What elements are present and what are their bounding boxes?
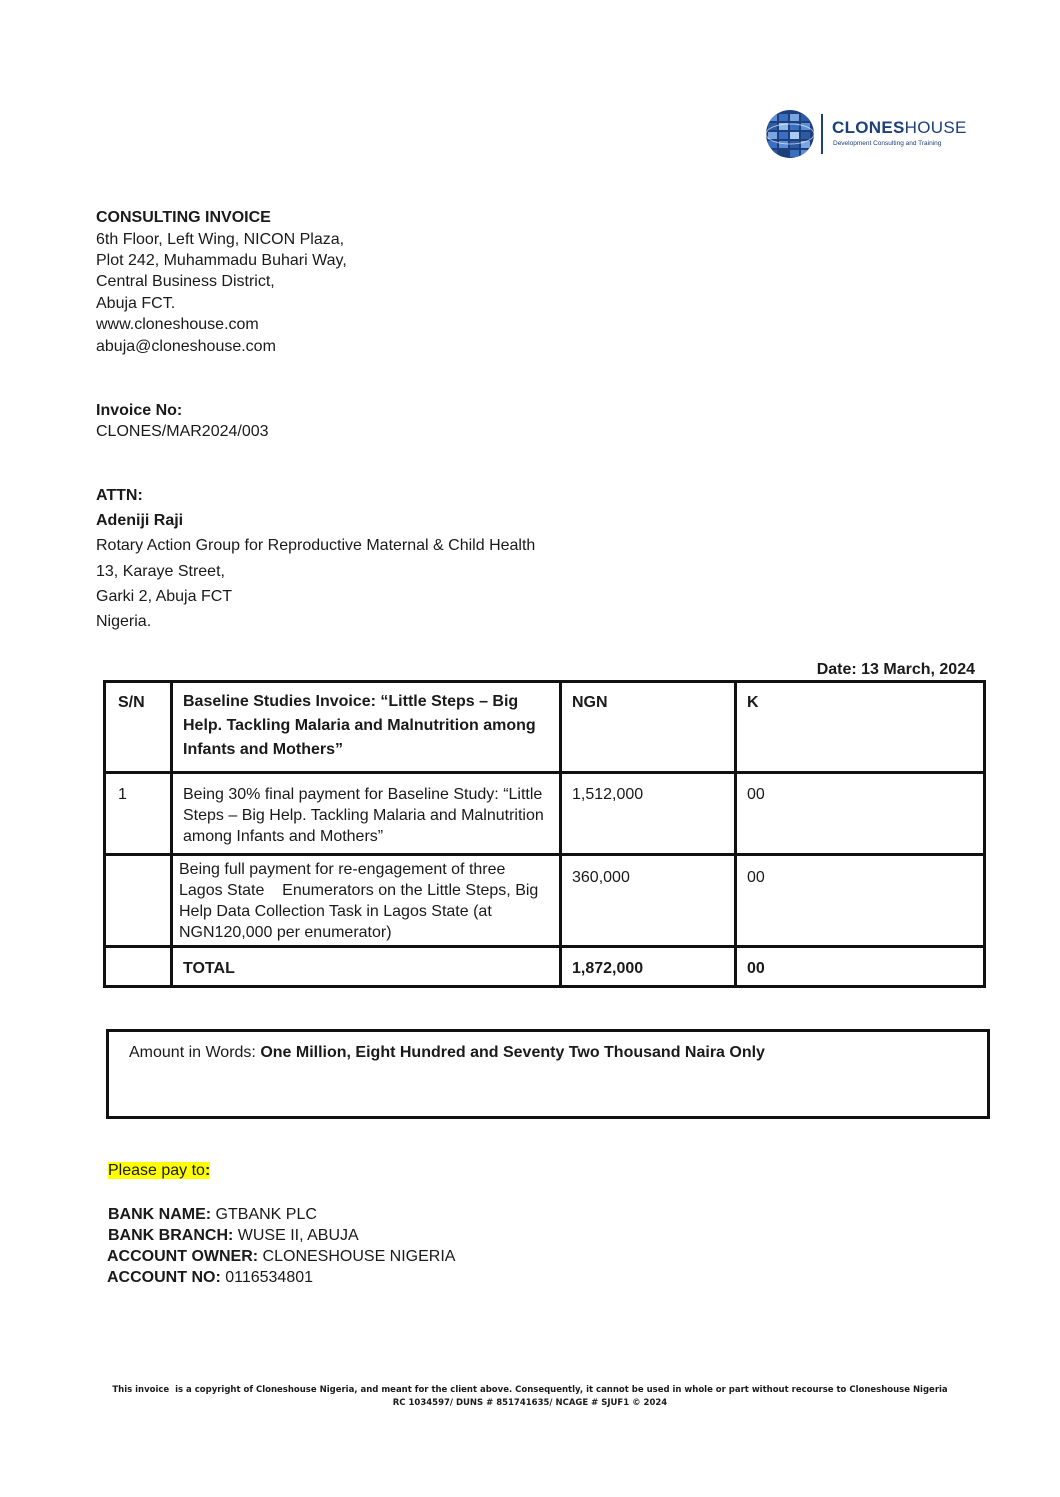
logo-divider (821, 114, 823, 154)
row-1-description: Being 30% final payment for Baseline Study: “Little Steps – Big Help. Tackling Malaria and Malnutrition among Infants and Mothers” (183, 786, 544, 845)
brand-name: CLONESHOUSE (832, 118, 967, 137)
recipient-city: Garki 2, Abuja FCT (96, 588, 233, 605)
invoice-date: Date: 13 March, 2024 (816, 661, 975, 678)
row-2-k-cell (736, 855, 985, 947)
bank-branch: WUSE II, ABUJA (233, 1227, 359, 1244)
amount-in-words-box (106, 1029, 990, 1119)
row-2-sn (106, 856, 170, 874)
row-2-k: 00 (747, 869, 765, 886)
sender-address-line-1: 6th Floor, Left Wing, NICON Plaza, (96, 231, 345, 248)
header-ngn-cell (561, 682, 736, 773)
recipient-name: Adeniji Raji (96, 512, 184, 529)
row-2-sn-cell (105, 855, 172, 947)
company-logo (764, 108, 967, 160)
header-sn-cell (105, 682, 172, 773)
footer-copyright: This invoice is a copyright of Cloneshouse Nigeria, and meant for the client above. Consequently, it cannot be used in whole or part without recourse to Cloneshouse Nigeria (112, 1385, 948, 1395)
footer-registration: RC 1034597/ DUNS # 851741635/ NCAGE # SJUF1 © 2024 (392, 1398, 668, 1408)
total-k: 00 (747, 960, 765, 977)
total-ngn-cell (561, 947, 736, 987)
amount-in-words-label: Amount in Words: (129, 1044, 261, 1061)
account-owner-label: ACCOUNT OWNER: (107, 1248, 259, 1265)
row-1-sn-cell (105, 773, 172, 855)
invoice-table (103, 680, 986, 988)
recipient-organization: Rotary Action Group for Reproductive Maternal & Child Health (96, 537, 536, 554)
table-header-row (105, 682, 985, 773)
row-1-k: 00 (747, 786, 765, 803)
sender-address-line-2: Plot 242, Muhammadu Buhari Way, (96, 252, 347, 269)
invoice-number-label: Invoice No: (96, 402, 183, 419)
row-1-k-cell (736, 773, 985, 855)
bank-name-label: BANK NAME: (108, 1206, 212, 1223)
account-number-line (107, 1267, 313, 1288)
attn-label: ATTN: (96, 487, 143, 504)
total-k-cell (736, 947, 985, 987)
header-sn: S/N (118, 694, 145, 711)
total-sn-cell (105, 947, 172, 987)
payment-heading (108, 1160, 210, 1181)
account-owner: CLONESHOUSE NIGERIA (258, 1248, 456, 1265)
account-owner-line (107, 1246, 455, 1267)
payment-heading-text: Please pay to (108, 1162, 205, 1179)
header-ngn: NGN (572, 694, 608, 711)
amount-in-words-value: One Million, Eight Hundred and Seventy Two Thousand Naira Only (260, 1044, 765, 1061)
table-row (105, 855, 985, 947)
table-row (105, 773, 985, 855)
row-2-ngn-cell (561, 855, 736, 947)
total-label: TOTAL (183, 960, 235, 977)
header-k-cell (736, 682, 985, 773)
bank-name-line (108, 1204, 317, 1225)
row-1-sn: 1 (118, 786, 127, 803)
recipient-street: 13, Karaye Street, (96, 563, 225, 580)
sender-address-line-4: Abuja FCT. (96, 295, 176, 312)
header-description: Baseline Studies Invoice: “Little Steps – Big Help. Tackling Malaria and Malnutrition among Infants and Mothers” (183, 693, 536, 758)
total-label-cell (172, 947, 561, 987)
row-1-ngn-cell (561, 773, 736, 855)
sender-address-line-3: Central Business District, (96, 273, 275, 290)
bank-branch-label: BANK BRANCH: (108, 1227, 234, 1244)
globe-icon (764, 108, 816, 160)
payment-heading-colon: : (204, 1162, 211, 1179)
table-total-row (105, 947, 985, 987)
sender-email: abuja@cloneshouse.com (96, 338, 276, 355)
account-number: 0116534801 (220, 1269, 314, 1286)
invoice-number: CLONES/MAR2024/003 (96, 423, 269, 440)
account-number-label: ACCOUNT NO: (107, 1269, 221, 1286)
row-1-ngn: 1,512,000 (572, 786, 644, 803)
sender-website: www.cloneshouse.com (96, 316, 259, 333)
header-k: K (747, 694, 759, 711)
row-1-description-cell (172, 773, 561, 855)
brand-tagline: Development Consulting and Training (833, 140, 942, 147)
row-2-description: Being full payment for re-engagement of three Lagos State Enumerators on the Little Steps, Big Help Data Collection Task in Lagos State (at NGN120,000 per enumerator) (179, 861, 543, 941)
bank-name: GTBANK PLC (211, 1206, 317, 1223)
amount-in-words (129, 1044, 765, 1062)
row-2-description-cell (172, 855, 561, 947)
recipient-country: Nigeria. (96, 613, 152, 630)
total-ngn: 1,872,000 (572, 960, 644, 977)
row-2-ngn: 360,000 (572, 869, 630, 886)
invoice-heading: CONSULTING INVOICE (96, 209, 271, 226)
header-description-cell (172, 682, 561, 773)
bank-branch-line (108, 1225, 359, 1246)
